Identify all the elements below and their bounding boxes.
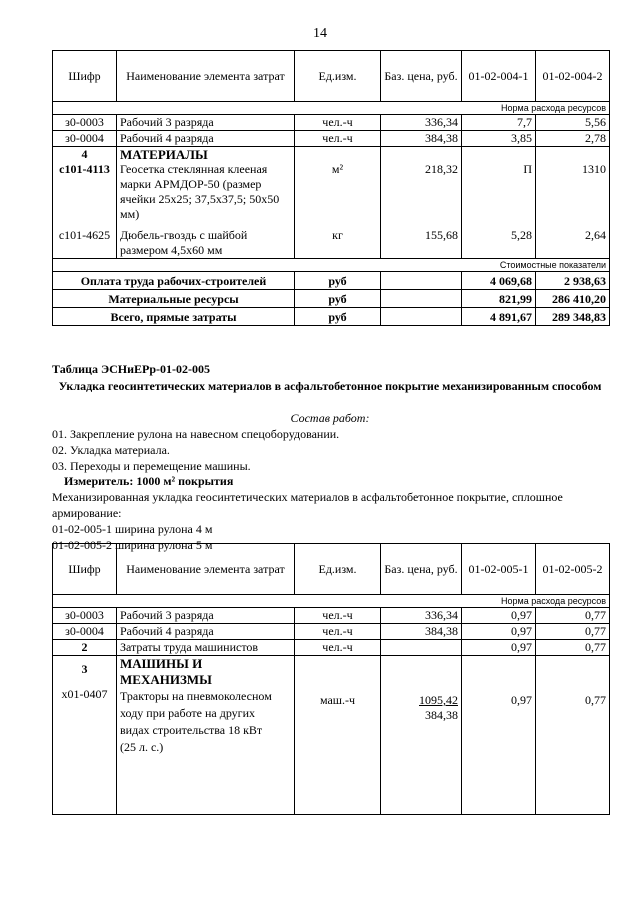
header-unit: Ед.изм.: [295, 544, 381, 595]
variant-item: 01-02-005-2 ширина рулона 5 м: [52, 538, 213, 552]
step-item: 02. Укладка материала.: [52, 443, 170, 457]
cell-unit: чел.-ч: [295, 608, 381, 624]
cell-code: с101-4113: [59, 162, 110, 176]
step-item: 03. Переходы и перемещение машины.: [52, 459, 251, 473]
cell-code: с101-4625: [53, 222, 117, 259]
cell-name: Дюбель-гвоздь с шайбой размером 4,5х60 мм: [117, 222, 295, 259]
total-value2: 2 938,63: [536, 272, 610, 290]
cell-price: [381, 640, 462, 656]
table-row: [53, 272, 610, 290]
cell-name: Рабочий 3 разряда: [117, 115, 295, 131]
cell-unit: чел.-ч: [295, 131, 381, 147]
header-name: Наименование элемента затрат: [117, 544, 295, 595]
cell-value2: 2,78: [536, 131, 610, 147]
cell-value1: 7,7: [462, 115, 536, 131]
cell-unit: чел.-ч: [295, 115, 381, 131]
cell-value1: 3,85: [462, 131, 536, 147]
header-col2: 01-02-005-2: [536, 544, 610, 595]
cell-price: 384,38: [381, 624, 462, 640]
cell-value2: 1310: [536, 147, 610, 223]
total-value1: 4 891,67: [462, 308, 536, 326]
table-row: [53, 131, 610, 147]
cell-value2: 5,56: [536, 115, 610, 131]
total-unit: руб: [295, 272, 381, 290]
cell-code: з0-0003: [53, 115, 117, 131]
cell-unit: чел.-ч: [295, 624, 381, 640]
meter-label: Измеритель: 1000 м² покрытия: [64, 474, 234, 488]
cell-code: з0-0004: [53, 624, 117, 640]
table-title: Таблица ЭСНиЕРр-01-02-005: [52, 362, 211, 376]
cell-value2: 2,64: [536, 222, 610, 259]
total-name: Всего, прямые затраты: [53, 308, 295, 326]
total-unit: руб: [295, 308, 381, 326]
cell-unit: м²: [295, 147, 381, 223]
section-number: 4: [81, 147, 88, 161]
header-col1: 01-02-005-1: [462, 544, 536, 595]
table-header: [53, 544, 610, 595]
cell-code: х01-0407: [61, 687, 108, 701]
section-number: 3: [81, 662, 88, 676]
cell-value2: 0,77: [536, 656, 610, 815]
header-name: Наименование элемента затрат: [117, 51, 295, 102]
step-item: 01. Закрепление рулона на навесном спецоборудовании.: [52, 427, 340, 441]
total-name: Оплата труда рабочих-строителей: [53, 272, 295, 290]
total-unit: руб: [295, 290, 381, 308]
cell-name: Затраты труда машинистов: [117, 640, 295, 656]
cell-price: 155,68: [381, 222, 462, 259]
cell-value1: 0,97: [462, 608, 536, 624]
cell-name: Рабочий 4 разряда: [117, 624, 295, 640]
cell-code: 2: [53, 640, 117, 656]
cell-name: Рабочий 4 разряда: [117, 131, 295, 147]
cell-value2: 0,77: [536, 608, 610, 624]
header-col2: 01-02-004-2: [536, 51, 610, 102]
cell-name: Тракторы на пневмоколесном ходу при работе на других видах строительства 18 кВт (25 л. с.): [120, 689, 272, 754]
cell-price: 384,38: [381, 131, 462, 147]
total-value1: 4 069,68: [462, 272, 536, 290]
total-name: Материальные ресурсы: [53, 290, 295, 308]
header-price: Баз. цена, руб.: [381, 51, 462, 102]
table-row: [53, 308, 610, 326]
cell-value2: 0,77: [536, 624, 610, 640]
cost-label: Стоимостные показатели: [53, 259, 610, 272]
table-row: [53, 115, 610, 131]
cell-unit: кг: [295, 222, 381, 259]
total-value1: 821,99: [462, 290, 536, 308]
cell-value1: П: [462, 147, 536, 223]
cell-value1: 0,97: [462, 656, 536, 815]
total-value2: 289 348,83: [536, 308, 610, 326]
total-value2: 286 410,20: [536, 290, 610, 308]
table-row: [53, 640, 610, 656]
cell-code: з0-0003: [53, 608, 117, 624]
cell-name: Геосетка стеклянная клееная марки АРМДОР-50 (размер ячейки 25х25; 37,5х37,5; 50х50 мм): [120, 162, 280, 221]
table-row: [53, 608, 610, 624]
cell-name: Рабочий 3 разряда: [117, 608, 295, 624]
cell-value1: 0,97: [462, 640, 536, 656]
header-col1: 01-02-004-1: [462, 51, 536, 102]
description: Механизированная укладка геосинтетических материалов в асфальтобетонное покрытие, сплошное армирование:: [52, 490, 563, 520]
cell-code: з0-0004: [53, 131, 117, 147]
table-header: [53, 51, 610, 102]
cell-unit: чел.-ч: [295, 640, 381, 656]
composition-title: Состав работ:: [290, 411, 370, 425]
resource-table-2: [52, 543, 610, 815]
table-row: [53, 222, 610, 259]
section-title: МАТЕРИАЛЫ: [120, 147, 208, 162]
cell-price: 336,34: [381, 608, 462, 624]
cell-price: 1095,42: [419, 693, 458, 707]
header-unit: Ед.изм.: [295, 51, 381, 102]
cell-price-secondary: 384,38: [425, 708, 458, 722]
cell-unit: маш.-ч: [295, 656, 381, 815]
section-heading: Укладка геосинтетических материалов в асфальтобетонное покрытие механизированным способом: [58, 379, 602, 393]
resource-table-1: [52, 50, 610, 326]
norm-label: Норма расхода ресурсов: [53, 102, 610, 115]
table-row: [53, 624, 610, 640]
cell-price: 218,32: [381, 147, 462, 223]
header-code: Шифр: [53, 544, 117, 595]
table-row: [53, 656, 610, 815]
table-row: [53, 290, 610, 308]
header-price: Баз. цена, руб.: [381, 544, 462, 595]
norm-label: Норма расхода ресурсов: [53, 595, 610, 608]
cell-price: 336,34: [381, 115, 462, 131]
cell-value1: 5,28: [462, 222, 536, 259]
cell-value2: 0,77: [536, 640, 610, 656]
page-number: 14: [313, 26, 327, 41]
variant-item: 01-02-005-1 ширина рулона 4 м: [52, 522, 213, 536]
cell-value1: 0,97: [462, 624, 536, 640]
header-code: Шифр: [53, 51, 117, 102]
section-title: МАШИНЫ И МЕХАНИЗМЫ: [120, 656, 212, 687]
table-row: [53, 147, 610, 223]
